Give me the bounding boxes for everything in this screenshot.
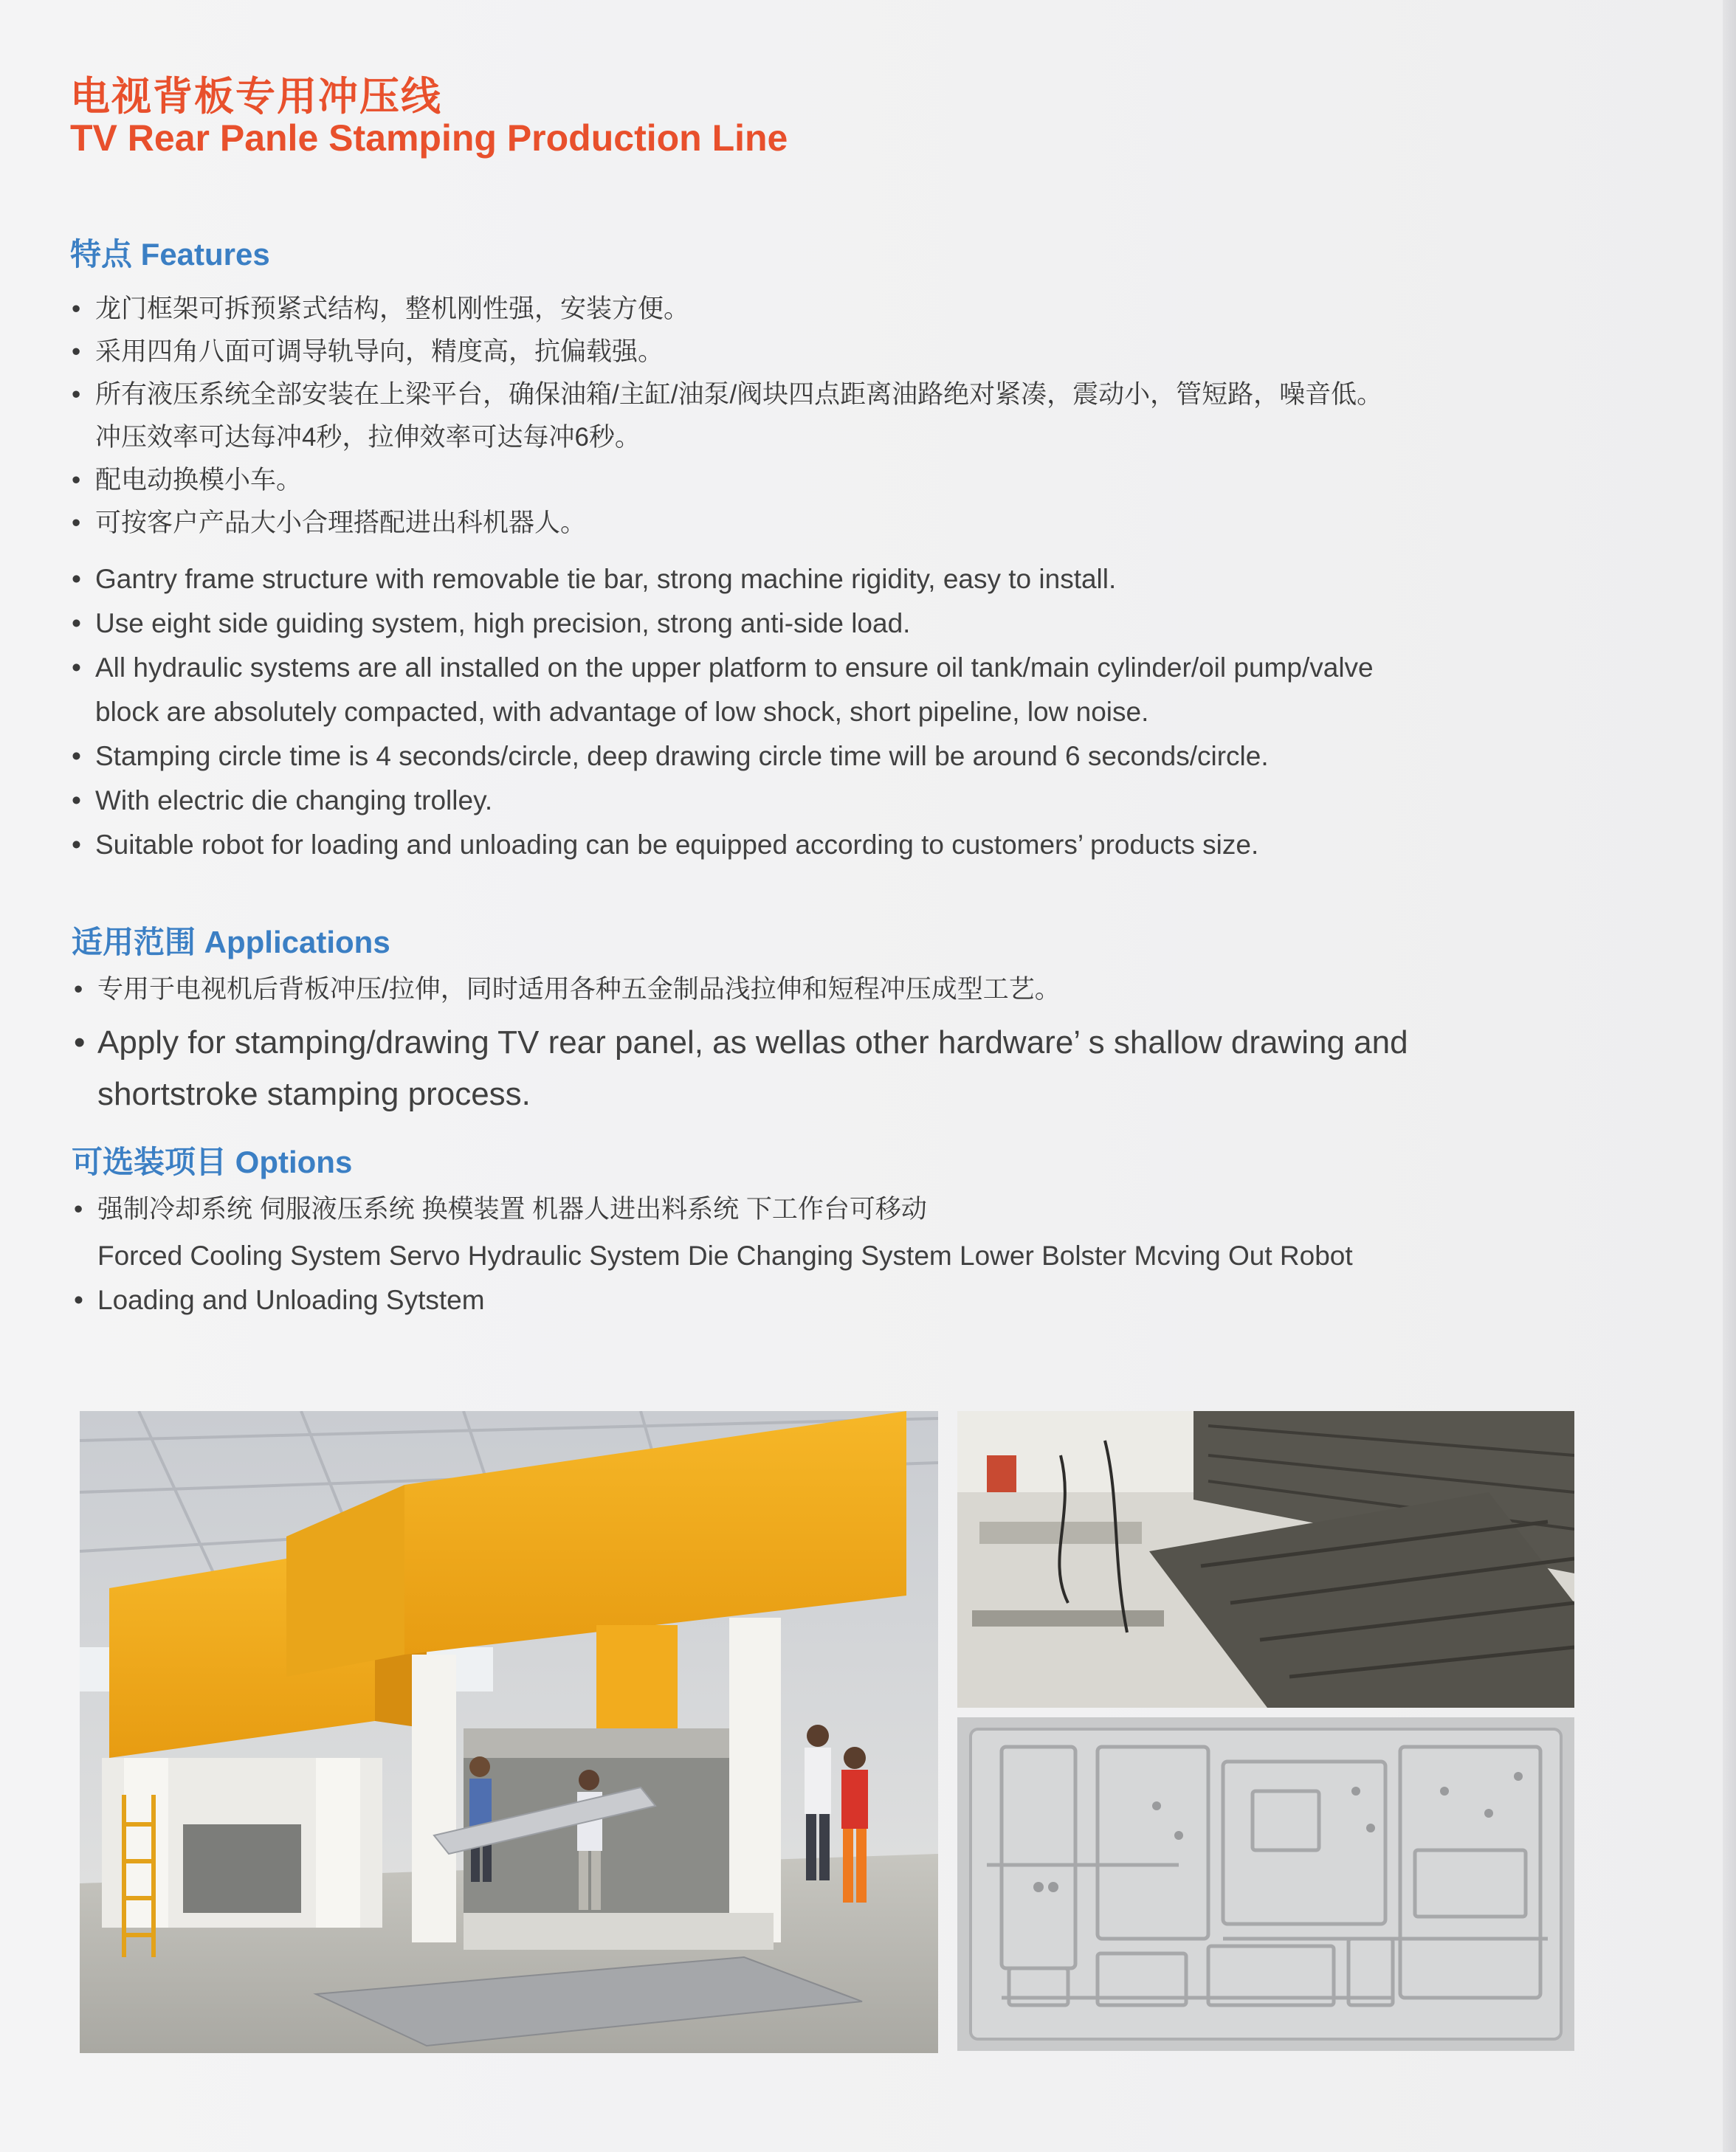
- list-item-continuation: shortstroke stamping process.: [97, 1076, 531, 1112]
- press-line-photo: [80, 1411, 938, 2053]
- die-closeup-photo: [957, 1411, 1574, 1708]
- list-item: • 强制冷却系统 伺服液压系统 换模装置 机器人进出料系统 下工作台可移动: [74, 1195, 927, 1224]
- die-closeup-illustration: [957, 1411, 1574, 1708]
- page-title-en: TV Rear Panle Stamping Production Line: [70, 117, 788, 159]
- list-item: • With electric die changing trolley.: [72, 785, 493, 815]
- list-item: • 可按客户产品大小合理搭配进出科机器人。: [72, 508, 587, 537]
- applications-en-list: [74, 1017, 1408, 1120]
- list-item: • All hydraulic systems are all installed on the upper platform to ensure oil tank/main cylinder/oil pump/valve: [72, 652, 1374, 683]
- options-cn-list: [74, 1188, 927, 1231]
- press-line-illustration: [80, 1411, 938, 2053]
- list-item: • Use eight side guiding system, high precision, strong anti-side load.: [72, 608, 911, 638]
- features-heading: 特点 Features: [70, 237, 270, 272]
- page-edge: [1723, 0, 1736, 2152]
- list-item: • 龙门框架可拆预紧式结构，整机刚性强，安装方便。: [72, 294, 690, 323]
- list-item: • 专用于电视机后背板冲压/拉伸，同时适用各种五金制品浅拉伸和短程冲压成型工艺。: [74, 975, 1061, 1004]
- applications-cn-list: [74, 968, 1061, 1011]
- options-en-list: [74, 1234, 1353, 1322]
- list-item: • 所有液压系统全部安装在上梁平台，确保油箱/主缸/油泵/阀块四点距离油路绝对紧凑，震动小，管短路，噪音低。: [72, 380, 1383, 409]
- list-item-continuation: block are absolutely compacted, with advantage of low shock, short pipeline, low noise.: [95, 697, 1149, 727]
- features-cn-list: [72, 288, 1382, 545]
- page-title-cn: 电视背板专用冲压线: [70, 75, 442, 119]
- list-item: • 配电动换模小车。: [72, 466, 303, 494]
- list-item: • Gantry frame structure with removable tie bar, strong machine rigidity, easy to install.: [72, 564, 1117, 594]
- list-item: • Loading and Unloading Sytstem: [74, 1285, 485, 1315]
- options-heading: 可选装项目 Options: [72, 1145, 353, 1179]
- list-item: • Suitable robot for loading and unloading can be equipped according to customers’ products size.: [72, 830, 1259, 860]
- list-item-continuation: Forced Cooling System Servo Hydraulic System Die Changing System Lower Bolster Mcving Out Robot: [97, 1241, 1353, 1271]
- tv-rear-panel-illustration: [957, 1717, 1574, 2051]
- list-item: • Apply for stamping/drawing TV rear panel, as wellas other hardware’ s shallow drawing and: [74, 1024, 1408, 1061]
- features-en-list: [72, 557, 1374, 867]
- list-item-continuation: 冲压效率可达每冲4秒，拉伸效率可达每冲6秒。: [95, 423, 641, 452]
- tv-rear-panel-photo: [957, 1717, 1574, 2051]
- list-item: • 采用四角八面可调导轨导向，精度高，抗偏载强。: [72, 337, 664, 366]
- list-item: • Stamping circle time is 4 seconds/circle, deep drawing circle time will be around 6 seconds/circle.: [72, 741, 1269, 771]
- applications-heading: 适用范围 Applications: [72, 925, 390, 959]
